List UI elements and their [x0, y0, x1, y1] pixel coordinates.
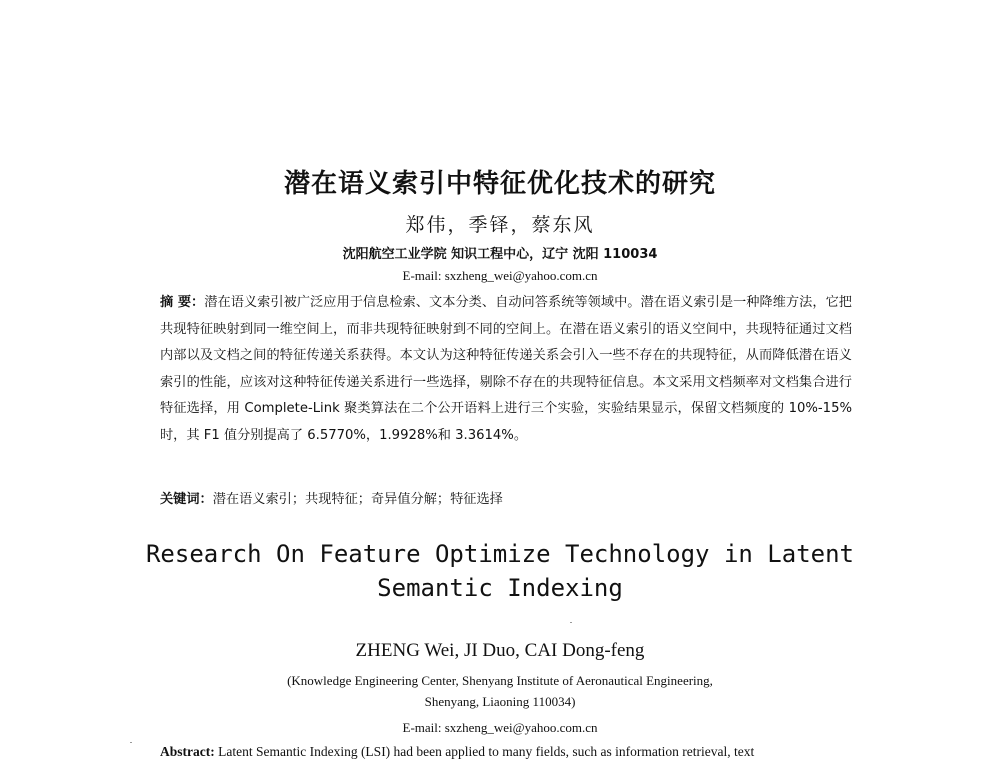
- chinese-authors: 郑伟，季铎，蔡东风: [405, 214, 595, 236]
- english-email: E-mail: sxzheng_wei@yahoo.com.cn: [402, 720, 598, 735]
- chinese-keywords-label: 关键词：: [160, 492, 213, 507]
- english-title-line-2: Semantic Indexing: [377, 574, 623, 602]
- chinese-title: 潜在语义索引中特征优化技术的研究: [283, 169, 716, 199]
- chinese-email: E-mail: sxzheng_wei@yahoo.com.cn: [402, 268, 598, 283]
- english-authors: ZHENG Wei, JI Duo, CAI Dong-feng: [355, 640, 645, 661]
- english-affiliation-line-2: Shenyang, Liaoning 110034): [424, 694, 576, 709]
- english-abstract-label: Abstract:: [160, 744, 215, 759]
- english-affiliation-line-1: (Knowledge Engineering Center, Shenyang Institute of Aeronautical Engineering,: [287, 673, 713, 688]
- english-title: [0, 537, 1000, 605]
- english-affiliation: [0, 670, 1000, 712]
- chinese-affiliation: 沈阳航空工业学院 知识工程中心，辽宁 沈阳 110034: [342, 247, 658, 262]
- chinese-abstract-text: 潜在语义索引被广泛应用于信息检索、文本分类、自动问答系统等领域中。潜在语义索引是一种降维方法，它把共现特征映射到同一维空间上，而非共现特征映射到不同的空间上。在潜在语义索引的语义空间中，共现特征通过文档内部以及文档之间的特征传递关系获得。本文认为这种特征传递关系会引入一些不存在的共现特征，从而降低潜在语义索引的性能，应该对这种特征传递关系进行一些选择，剔除不存在的共现特征信息。本文采用文档频率对文档集合进行特征选择，用 Complete-Link 聚类算法在二个公开语料上进行三个实验，实验结果显示，保留文档频度的 10%-15%时，其 F1 值分别提高了 6.5770%，1.9928%和 3.3614%。: [160, 295, 852, 443]
- english-abstract: [160, 742, 860, 760]
- english-title-line-1: Research On Feature Optimize Technology in Latent: [145, 540, 854, 568]
- chinese-keywords: [160, 489, 852, 511]
- chinese-abstract-label: 摘 要：: [160, 295, 205, 310]
- chinese-abstract: [160, 290, 852, 449]
- english-abstract-text: Latent Semantic Indexing (LSI) had been applied to many fields, such as information retrieval, text: [218, 744, 755, 759]
- scan-speck: [130, 742, 132, 743]
- scan-speck: [570, 622, 572, 623]
- chinese-keywords-text: 潜在语义索引；共现特征；奇异值分解；特征选择: [212, 492, 503, 507]
